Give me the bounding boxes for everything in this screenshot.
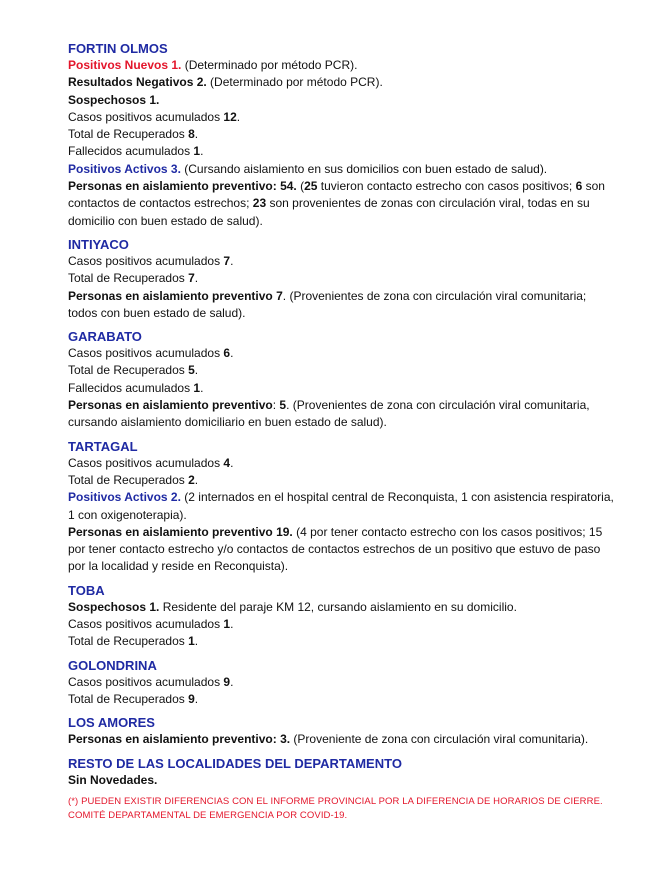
line-segment: Personas en aislamiento preventivo 19. [68,524,293,539]
line-segment: Residente del paraje KM 12, cursando aislamiento en su domicilio. [159,599,517,614]
line-segment: 6 [575,179,583,194]
line-segment: . [200,144,204,159]
line-segment: Casos positivos acumulados [68,674,224,689]
line-segment: Positivos Activos 3. [68,161,181,176]
line-segment: Personas en aislamiento preventivo: 54. [68,179,297,194]
line-segment: 9 [188,691,195,706]
section-title: INTIYACO [68,236,129,252]
report-line [68,161,616,178]
section-golondrina [68,657,616,709]
line-segment: . [194,363,199,378]
footnote [68,795,616,824]
line-segment: 8 [188,127,195,142]
footnote-committee: COMITÉ DEPARTAMENTAL DE EMERGENCIA POR COVID-19. [68,810,348,822]
line-segment: 4 [223,455,231,470]
line-segment: . [230,346,234,361]
line-segment: 1 [193,380,201,395]
line-segment: (Determinado por método PCR). [181,58,358,72]
line-segment: 5 [188,363,195,378]
line-segment: (Determinado por método PCR). [206,75,383,90]
report-line [68,731,616,748]
report-line [68,633,616,650]
line-segment: . [230,253,234,268]
section-title: LOS AMORES [68,715,155,731]
line-segment: : [272,398,280,413]
line-segment: Personas en aislamiento preventivo [68,288,273,303]
report-line [68,143,616,160]
line-segment: Total de Recuperados [68,271,189,286]
report-line [68,472,616,489]
line-segment: Casos positivos acumulados [68,346,224,361]
line-segment: Positivos Activos 2. [68,490,181,505]
report-line [68,397,616,432]
report-line [68,362,616,379]
report-line [68,616,616,633]
locality-sections [68,40,616,789]
line-segment: Sin Novedades. [68,772,158,787]
report-line [68,772,616,789]
line-segment: Total de Recuperados [68,472,189,487]
line-segment: Personas en aislamiento preventivo: 3. [68,732,291,747]
line-segment: Resultados Negativos 2. [68,75,207,90]
line-segment: . [230,455,234,470]
report-line [68,524,616,576]
line-segment: Total de Recuperados [68,691,189,706]
line-segment: son provenientes de zonas con circulación viral, todas en su domicilio con buen estado de salud). [68,196,590,228]
line-segment: . (Provenientes de zona con circulación viral comunitaria; todos con buen estado de salud). [68,288,587,320]
line-segment: (Cursando aislamiento en sus domicilios con buen estado de salud). [180,161,548,176]
section-title: TOBA [68,582,105,598]
line-segment: . [194,127,199,142]
section-title: FORTIN OLMOS [68,41,168,56]
line-segment: . (Provenientes de zona con circulación viral comunitaria, cursando aislamiento domiciliario en buen estado de salud). [68,398,590,430]
section-intiyaco [68,236,616,322]
line-segment: . [194,691,199,706]
line-segment: Total de Recuperados [68,363,189,378]
report-line [68,345,616,362]
line-segment: ( [296,179,305,194]
line-segment: . [236,109,241,124]
section-toba [68,582,616,651]
line-segment: 6 [223,346,231,361]
report-line [68,288,616,323]
report-line [68,270,616,287]
line-segment: (Proveniente de zona con circulación viral comunitaria). [290,732,589,747]
section-title: TARTAGAL [68,438,138,454]
report-line [68,57,616,74]
line-segment: (4 por tener contacto estrecho con los casos positivos; 15 por tener contacto estrecho y/o contactos de contactos estrechos de un positivo que estuvo de paso por la localidad y reside en Reconquista). [68,524,603,574]
line-segment: . [230,674,234,689]
line-segment: son contactos de contactos estrechos; [68,179,605,211]
line-segment: 1 [193,144,201,159]
report-line [68,674,616,691]
line-segment: 7 [188,271,195,286]
line-segment: Sospechosos 1. [68,92,160,107]
section-garabato [68,328,616,431]
report-line [68,691,616,708]
report-line [68,74,616,91]
line-segment: Casos positivos acumulados [68,253,224,268]
report-line [68,489,616,524]
report-line [68,178,616,230]
line-segment: 7 [223,253,231,268]
report-line [68,455,616,472]
line-segment: 1 [188,634,195,649]
line-segment: Fallecidos acumulados [68,144,194,159]
line-segment: 12 [223,109,237,124]
line-segment: 5 [279,398,287,413]
line-segment: (2 internados en el hospital central de Reconquista, 1 con asistencia respiratoria, 1 con oxigenoterapia). [68,490,614,522]
report-line [68,109,616,126]
line-segment: Fallecidos acumulados [68,380,194,395]
section-title: RESTO DE LAS LOCALIDADES DEL DEPARTAMENTO [68,755,402,771]
section-tartagal [68,438,616,576]
section-title: GARABATO [68,329,142,345]
line-segment: . [230,617,234,632]
line-segment: . [194,271,199,286]
section-resto-de-las-localidades-del-departamento [68,755,616,789]
line-segment: Total de Recuperados [68,127,189,142]
report-line [68,253,616,270]
section-title: GOLONDRINA [68,657,157,673]
line-segment: Casos positivos acumulados [68,455,224,470]
footnote-disclaimer: (*) PUEDEN EXISTIR DIFERENCIAS CON EL INFORME PROVINCIAL POR LA DIFERENCIA DE HORARIOS DE CIERRE. [68,795,603,807]
report-line [68,599,616,616]
line-segment: . [200,380,204,395]
line-segment: Total de Recuperados [68,634,189,649]
line-segment: Casos positivos acumulados [68,617,224,632]
report-line [68,380,616,397]
line-segment: 9 [223,674,231,689]
line-segment: 1 [223,617,231,632]
line-segment: Positivos Nuevos 1. [68,58,182,72]
report-line [68,92,616,109]
line-segment: 7 [276,288,283,303]
line-segment: Personas en aislamiento preventivo [68,398,273,413]
report-page [68,40,616,824]
line-segment: Sospechosos 1. [68,599,160,614]
line-segment: 25 [304,179,318,194]
line-segment: . [194,472,199,487]
section-los-amores [68,714,616,748]
line-segment: 2 [188,472,195,487]
line-segment: tuvieron contacto estrecho con casos positivos; [317,179,576,194]
report-line [68,126,616,143]
line-segment: Casos positivos acumulados [68,109,224,124]
section-fortin-olmos [68,40,616,230]
line-segment: 23 [252,196,267,211]
line-segment: . [194,634,199,649]
